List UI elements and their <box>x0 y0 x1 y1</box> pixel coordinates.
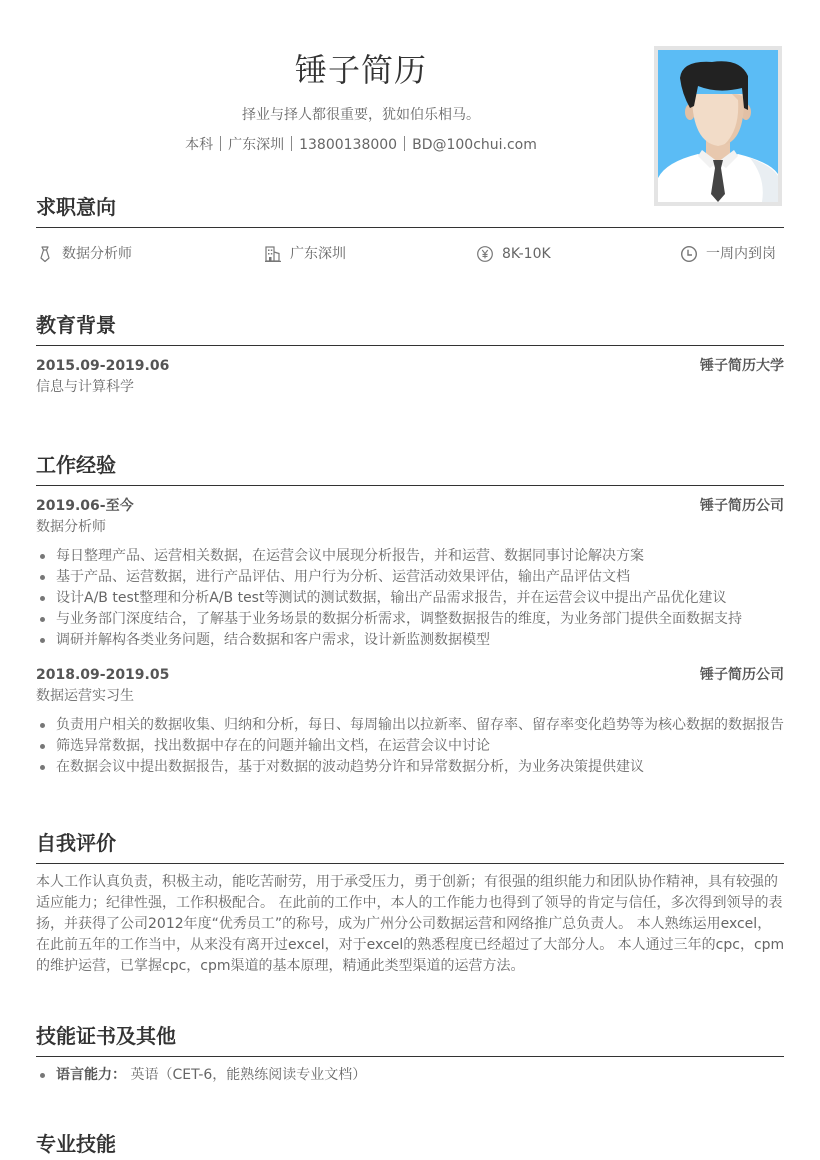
intent-salary-label: 8K-10K <box>502 246 551 262</box>
section-professional-skills <box>36 1130 784 1160</box>
intent-salary <box>476 244 551 264</box>
company-name: 锤子简历公司 <box>700 498 784 514</box>
school-name: 锤子简历大学 <box>700 358 784 374</box>
skill-value: 英语（CET-6，能熟练阅读专业文档） <box>130 1067 367 1083</box>
section-title: 自我评价 <box>36 831 116 855</box>
section-education <box>36 311 784 398</box>
list-item: 基于产品、运营数据，进行产品评估、用户行为分析、运营活动效果评估，输出产品评估文档 <box>36 567 784 588</box>
education-date: 2015.09-2019.06 <box>36 358 170 374</box>
phone: 13800138000 <box>299 137 398 153</box>
intent-city-label: 广东深圳 <box>290 246 346 262</box>
divider <box>404 136 405 151</box>
section-title: 工作经验 <box>36 453 116 477</box>
section-divider <box>36 485 784 486</box>
clock-icon <box>680 245 698 263</box>
location: 广东深圳 <box>228 137 285 153</box>
section-title: 专业技能 <box>36 1132 116 1156</box>
work-duties-list <box>36 546 784 651</box>
work-date: 2019.06-至今 <box>36 498 134 514</box>
self-evaluation-text <box>36 872 784 977</box>
list-item: 与业务部门深度结合，了解基于业务场景的数据分析需求，调整数据报告的维度，为业务部门提供全面数据支持 <box>36 609 784 630</box>
work-duties-list <box>36 715 784 778</box>
list-item <box>36 1065 784 1086</box>
list-item: 筛选异常数据，找出数据中存在的问题并输出文档，在运营会议中讨论 <box>36 736 784 757</box>
section-title: 技能证书及其他 <box>36 1024 176 1048</box>
intent-availability-label: 一周内到岗 <box>706 246 776 262</box>
job-role: 数据分析师 <box>36 519 106 535</box>
work-entry-head <box>36 665 784 685</box>
list-item: 设计A/B test整理和分析A/B test等测试的测试数据，输出产品需求报告，并在运营会议中提出产品优化建议 <box>36 588 784 609</box>
text-line: 适应能力；纪律性强，工作积极配合。 在此前的工作中，本人的工作能力也得到了领导的肯定与信任，多次得到领导的表 <box>36 895 783 911</box>
section-divider <box>36 863 784 864</box>
candidate-name: 锤子简历 <box>294 51 427 89</box>
work-date: 2018.09-2019.05 <box>36 667 170 683</box>
section-title: 求职意向 <box>36 195 116 219</box>
resume-page <box>36 0 785 1156</box>
avatar-icon <box>658 50 778 202</box>
section-divider <box>36 345 784 346</box>
job-role: 数据运营实习生 <box>36 688 134 704</box>
section-job-intent <box>36 193 784 274</box>
divider <box>220 136 221 151</box>
skill-label: 语言能力： <box>56 1067 126 1083</box>
company-name: 锤子简历公司 <box>700 667 784 683</box>
intent-row <box>36 234 784 274</box>
list-item: 每日整理产品、运营相关数据，在运营会议中展现分析报告，并和运营、数据同事讨论解决方案 <box>36 546 784 567</box>
email: BD@100chui.com <box>412 137 537 153</box>
resume-header <box>36 0 784 190</box>
education-level: 本科 <box>185 137 214 153</box>
tie-icon <box>36 245 54 263</box>
text-line: 在此前五年的工作当中，从来没有离开过excel，对于excel的熟悉程度已经超过了大部分人。 本人通过三年的cpc，cpm <box>36 937 785 953</box>
intent-city <box>264 244 346 264</box>
yen-icon <box>476 245 494 263</box>
text-line: 扬，并获得了公司2012年度“优秀员工”的称号，成为广州分公司数据运营和网络推广总负责人。 本人熟练运用excel， <box>36 916 772 932</box>
text-line: 本人工作认真负责，积极主动，能吃苦耐劳，用于承受压力，勇于创新；有很强的组织能力和团队协作精神，具有较强的 <box>36 874 778 890</box>
list-item: 调研并解构各类业务问题，结合数据和客户需求，设计新监测数据模型 <box>36 630 784 651</box>
skills-list <box>36 1065 784 1086</box>
intent-position <box>36 244 132 264</box>
intent-position-label: 数据分析师 <box>62 246 132 262</box>
text-line: 的维护运营，已掌握cpc，cpm渠道的基本原理，精通此类型渠道的运营方法。 <box>36 958 525 974</box>
intent-availability <box>680 244 776 264</box>
divider <box>291 136 292 151</box>
section-skills-certificates <box>36 1022 784 1086</box>
section-self-evaluation <box>36 829 784 977</box>
section-work-experience <box>36 451 784 778</box>
building-icon <box>264 245 282 263</box>
list-item: 负责用户相关的数据收集、归纳和分析，每日、每周输出以拉新率、留存率、留存率变化趋势等为核心数据的数据报告 <box>36 715 784 736</box>
education-entry-head <box>36 356 784 376</box>
section-divider <box>36 227 784 228</box>
work-entry-head <box>36 496 784 516</box>
profile-photo <box>654 46 782 206</box>
section-divider <box>36 1056 784 1057</box>
section-title: 教育背景 <box>36 313 116 337</box>
contact-line <box>36 134 686 156</box>
major: 信息与计算科学 <box>36 379 134 395</box>
list-item: 在数据会议中提出数据报告，基于对数据的波动趋势分许和异常数据分析，为业务决策提供建议 <box>36 757 784 778</box>
motto: 择业与择人都很重要，犹如伯乐相马。 <box>242 107 480 123</box>
